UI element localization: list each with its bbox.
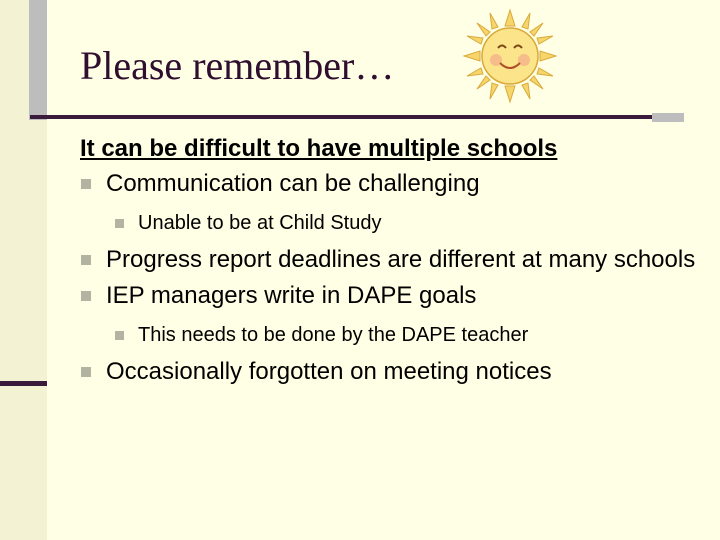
title-divider — [30, 115, 652, 119]
bullet-text: IEP managers write in DAPE goals — [106, 282, 477, 309]
bullet-iep-managers — [80, 280, 700, 312]
bullet-text: Communication can be challenging — [106, 170, 480, 197]
sun-icon — [462, 8, 558, 104]
sub-bullet-dape-teacher — [80, 322, 700, 348]
bullet-progress-report — [80, 244, 700, 276]
square-bullet-icon — [115, 331, 124, 340]
bullet-text: Unable to be at Child Study — [138, 212, 382, 234]
bullet-text: This needs to be done by the DAPE teacher — [138, 324, 529, 346]
bullet-communication — [80, 168, 700, 200]
slide-title: Please remember… — [80, 43, 395, 88]
left-gray-accent-bar — [29, 0, 47, 120]
left-purple-accent-bar — [0, 381, 47, 386]
slide-heading: It can be difficult to have multiple schools — [80, 135, 558, 162]
square-bullet-icon — [81, 291, 91, 301]
square-bullet-icon — [115, 219, 124, 228]
square-bullet-icon — [81, 255, 91, 265]
bullet-text: Occasionally forgotten on meeting notices — [106, 358, 552, 385]
square-bullet-icon — [81, 179, 91, 189]
bullet-text: Progress report deadlines are different at many schools — [106, 246, 696, 273]
sub-bullet-child-study — [80, 210, 700, 236]
slide-body — [80, 134, 700, 388]
square-bullet-icon — [81, 367, 91, 377]
bullet-meeting-notices — [80, 356, 700, 388]
title-divider-accent — [652, 113, 684, 122]
